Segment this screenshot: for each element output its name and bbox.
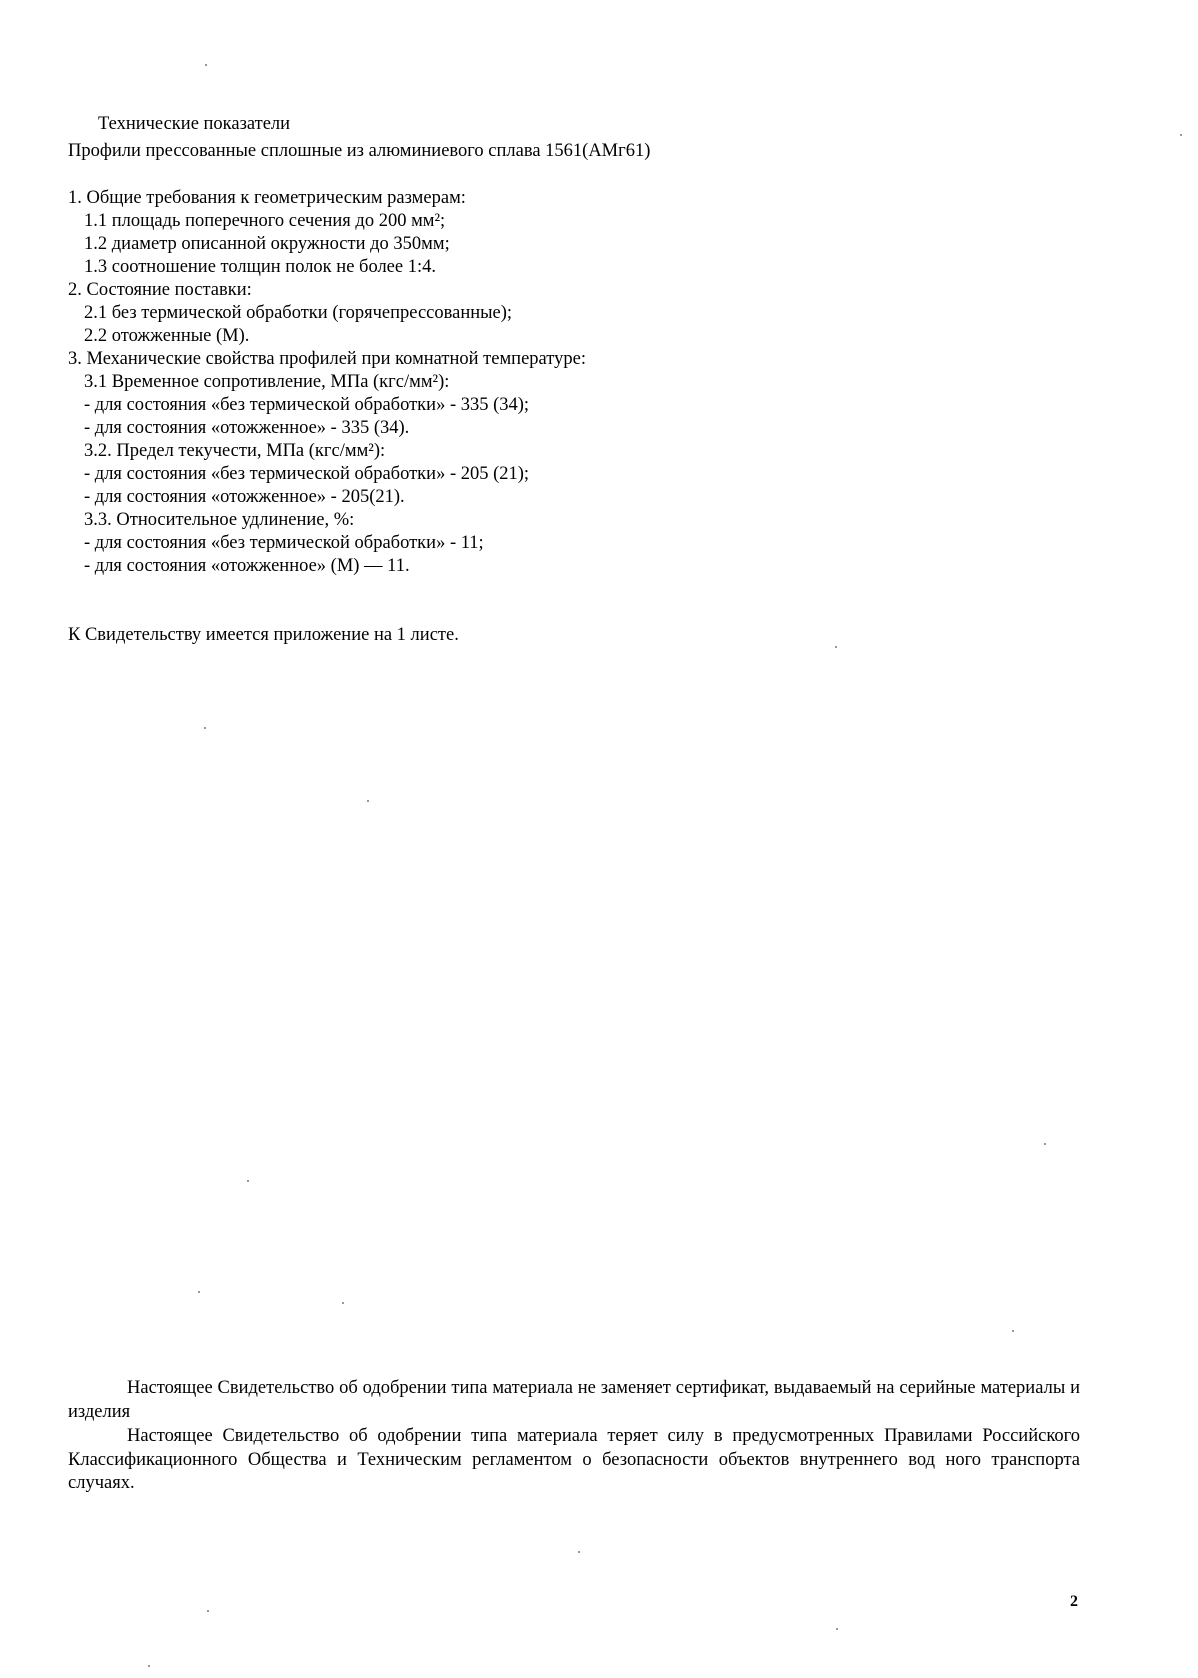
scan-speck: [367, 800, 369, 802]
footer-paragraph-1: Настоящее Свидетельство об одобрении типа материала не заменяет сертификат, выдаваемый на серийные материалы и изделия: [68, 1378, 1080, 1422]
list-item: 3.2. Предел текучести, МПа (кгс/мм²):: [84, 441, 386, 461]
page-number: 2: [1070, 1593, 1078, 1610]
scan-speck: [247, 1180, 249, 1182]
doc-subtitle: Профили прессованные сплошные из алюминиевого сплава 1561(АМг61): [68, 141, 651, 161]
footer-paragraph-2: Настоящее Свидетельство об одобрении типа материала теряет силу в предусмотренных Правилами Российского Классификационного Общества и Техническим регламентом о безопасности объектов внутреннего вод ного транспорта случаях.: [68, 1426, 1080, 1493]
list-item: 1.2 диаметр описанной окружности до 350мм;: [84, 234, 450, 254]
scan-speck: [204, 727, 206, 729]
list-item: 3.1 Временное сопротивление, МПа (кгс/мм²):: [84, 372, 450, 392]
scan-speck: [836, 1628, 838, 1630]
list-item: 1.3 соотношение толщин полок не более 1:4.: [84, 257, 436, 277]
scan-speck: [205, 64, 207, 66]
list-item: - для состояния «отожженное» - 335 (34).: [84, 418, 410, 438]
list-item: - для состояния «без термической обработки» - 11;: [84, 533, 484, 553]
attachment-note: К Свидетельству имеется приложение на 1 листе.: [68, 625, 459, 645]
scan-speck: [1044, 1143, 1046, 1145]
list-item: 2.1 без термической обработки (горячепрессованные);: [84, 303, 513, 323]
list-item: 1. Общие требования к геометрическим размерам:: [68, 188, 466, 208]
scan-speck: [1180, 134, 1182, 136]
list-item: 3.3. Относительное удлинение, %:: [84, 510, 355, 530]
list-item: 2.2 отожженные (М).: [84, 326, 250, 346]
scan-speck: [207, 1610, 209, 1612]
doc-title: Технические показатели: [98, 114, 291, 134]
scan-speck: [1012, 1330, 1014, 1332]
list-item: 2. Состояние поставки:: [68, 280, 252, 300]
scan-speck: [148, 1665, 150, 1667]
list-item: 3. Механические свойства профилей при комнатной температуре:: [68, 349, 586, 369]
scan-speck: [342, 1302, 344, 1304]
list-item: 1.1 площадь поперечного сечения до 200 мм²;: [84, 211, 446, 231]
list-item: - для состояния «без термической обработки» - 335 (34);: [84, 395, 530, 415]
scan-speck: [578, 1551, 580, 1553]
list-item: - для состояния «отожженное» (М) — 11.: [84, 556, 410, 576]
list-item: - для состояния «без термической обработки» - 205 (21);: [84, 464, 530, 484]
scan-speck: [198, 1291, 200, 1293]
list-item: - для состояния «отожженное» - 205(21).: [84, 487, 405, 507]
scan-speck: [835, 646, 837, 648]
